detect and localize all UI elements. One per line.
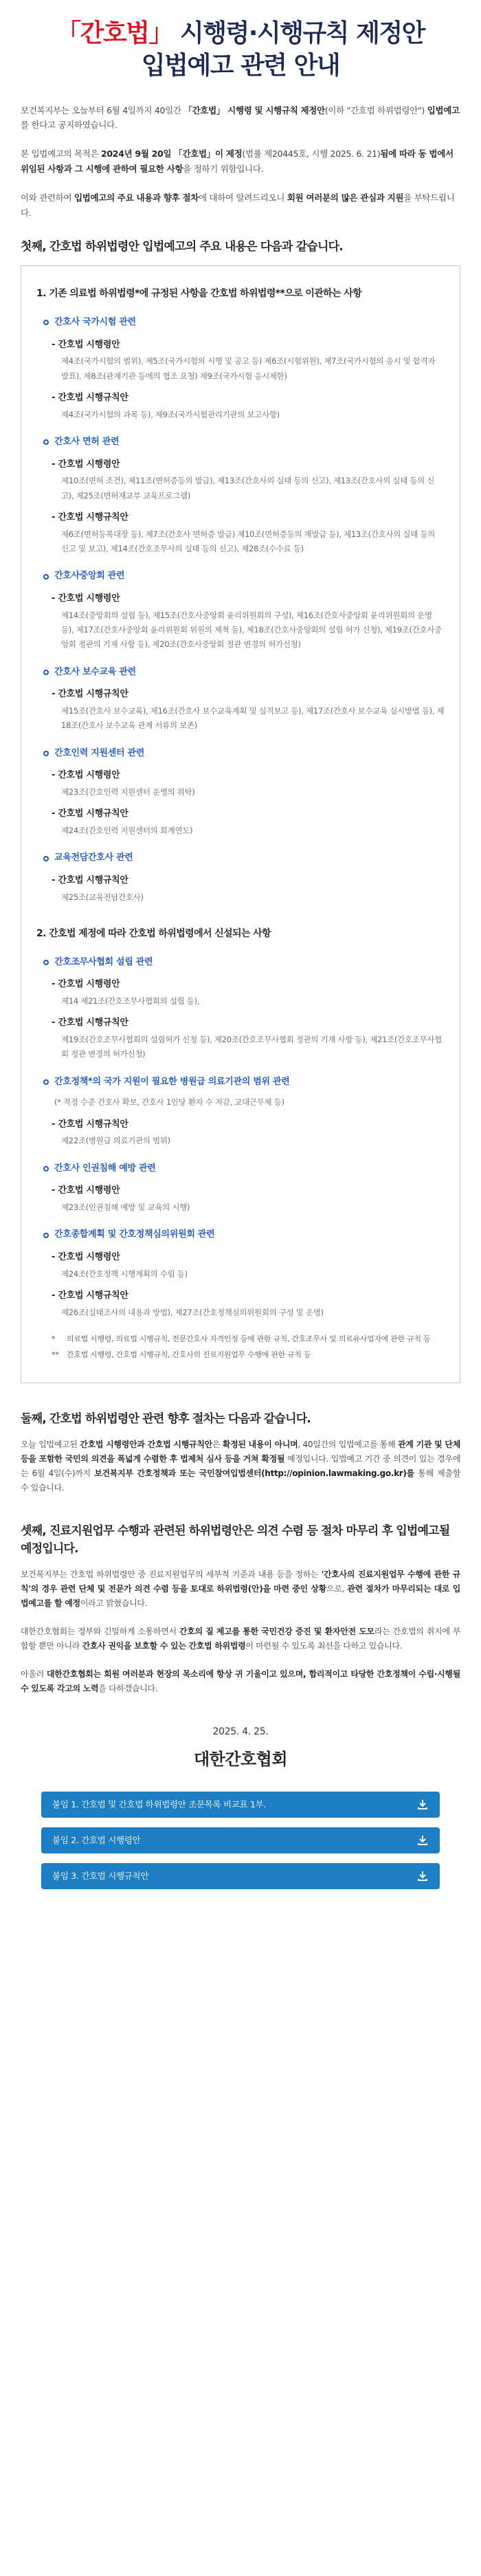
category-label: 간호종합계획 및 간호정책심의위원회 관련 xyxy=(54,1229,215,1240)
main-content-box xyxy=(21,265,460,1383)
regulation-articles: 제24조(간호인력 지원센터의 회계연도) xyxy=(61,826,193,836)
regulation-name: - 간호법 시행령안 xyxy=(52,977,445,993)
category-heading xyxy=(43,569,445,584)
section3-paragraph: 보건복지부는 간호법 하위법령안 중 진료지원업무의 세부적 기준과 내용 등을 정하는 '간호사의 진료지원업무 수행에 관한 규칙'의 경우 관련 단체 및 전문가 의견 수렴 등을 토대로 하위법령(안)을 마련 중인 상황으로, 관련 절차가 마무리되는 대로 입법예고를 할 예정이라고 밝혔습니다. xyxy=(21,1570,460,1609)
part2-title: 2. 간호법 제정에 따라 간호법 하위법령에서 신설되는 사항 xyxy=(36,928,271,940)
issue-date: 2025. 4. 25. xyxy=(212,1726,269,1738)
category-label: 간호사중앙회 관련 xyxy=(54,571,125,582)
title-line2: 입법예고 관련 안내 xyxy=(141,51,340,80)
category-heading xyxy=(43,850,445,866)
regulation-name: - 간호법 시행령안 xyxy=(52,1183,445,1199)
regulation-articles: 제19조(간호조무사협회의 설립허가 신청 등), 제20조(간호조무사협회 정관의 기재 사항 등), 제21조(간호조무사협회 정관 변경의 허가신청) xyxy=(61,1035,442,1059)
category-heading xyxy=(43,434,445,450)
regulation-articles: 제6조(면허등록대장 등), 제7조(간호사 면허증 발급) 제10조(면허증등의 재발급 등), 제13조(간호사의 실태 등의 신고 및 보고), 제14조(간호조무사의 실태 등의 신고), 제28조(수수료 등) xyxy=(61,529,436,553)
category-heading xyxy=(43,746,445,762)
intro-paragraph: 이와 관련하여 입법예고의 주요 내용과 향후 절차에 대하여 알려드리오니 회원 여러분의 많은 관심과 지원을 부탁드립니다. xyxy=(21,192,455,218)
attachment-label: 붙임 1. 간호법 및 간호법 하위법령안 조문목록 비교표 1부. xyxy=(52,1798,267,1809)
category-heading xyxy=(43,665,445,681)
regulation-articles: 제26조(실태조사의 내용과 방법), 제27조(간호정책심의위원회의 구성 및 운영) xyxy=(61,1307,324,1317)
ring-bullet-icon xyxy=(43,960,49,965)
category-heading xyxy=(43,1161,445,1177)
ring-bullet-icon xyxy=(43,856,49,861)
regulation-name: - 간호법 시행규칙안 xyxy=(52,510,445,526)
regulation-articles: 제4조(국가시험의 범위), 제5조(국가시험의 시행 및 공고 등) 제6조(시험위원), 제7조(국가시험의 응시 및 합격자 발표), 제8조(관계기관 등에의 협조 요청) 제9조(국가시험 응시제한) xyxy=(61,356,436,381)
category-label: 교육전담간호사 관련 xyxy=(54,852,133,863)
download-icon[interactable] xyxy=(415,1797,430,1812)
regulation-name: - 간호법 시행규칙안 xyxy=(52,687,445,703)
ring-bullet-icon xyxy=(43,439,49,445)
intro-section xyxy=(21,103,460,221)
intro-paragraph: 보건복지부는 오늘부터 6월 4일까지 40일간 「간호법」 시행령 및 시행규칙 제정안(이하 "간호법 하위법령안") 입법예고를 한다고 공지하였습니다. xyxy=(21,104,460,131)
regulation-name: - 간호법 시행규칙안 xyxy=(52,1015,445,1031)
organization-name: 대한간호협회 xyxy=(193,1749,288,1769)
section3-heading: 셋째, 진료지원업무 수행과 관련된 하위법령안은 의견 수렴 등 절차 마무리 후 입법예고될 예정입니다. xyxy=(21,1524,450,1556)
title-line1: 시행령·시행규칙 제정안 xyxy=(172,19,425,47)
ring-bullet-icon xyxy=(43,1079,49,1085)
attachment-link[interactable] xyxy=(41,1863,440,1889)
ring-bullet-icon xyxy=(43,670,49,675)
regulation-articles: 제25조(교육전담간호사) xyxy=(61,892,144,902)
category-label: 간호정책*의 국가 지원이 필요한 병원급 의료기관의 범위 관련 xyxy=(54,1076,290,1087)
category-label: 간호사 면허 관련 xyxy=(54,436,120,447)
regulation-name: - 간호법 시행령안 xyxy=(52,457,445,473)
regulation-articles: 제14조(중앙회의 설립 등), 제15조(간호사중앙회 윤리위원회의 구성), 제16조(간호사중앙회 윤리위원회의 운영 등), 제17조(간호사중앙회 윤리위원회 위원의 제척 등), 제18조(간호사중앙회의 설립 허가 신청), 제19조(간호사중앙회 정관의 기재 사항 등), 제20조(간호사중앙회 정관 변경의 허가신청) xyxy=(61,610,443,650)
regulation-articles: 제10조(면허 조건), 제11조(면허증등의 발급), 제13조(간호사의 실태 등의 신고), 제13조(간호사의 실태 등의 신고), 제25조(면허재교부 교육프로그램) xyxy=(61,476,435,500)
attachment-link[interactable] xyxy=(41,1792,440,1818)
part1-title: 1. 기존 의료법 하위법령*에 규정된 사항을 간호법 하위법령**으로 이관하는 사항 xyxy=(36,288,362,300)
section2-paragraph: 오늘 입법예고된 간호법 시행령안과 간호법 시행규칙안은 확정된 내용이 아니며, 40일간의 입법예고를 통해 관계 기관 및 단체 등을 포함한 국민의 의견을 폭넓게 수렴한 후 법제처 심사 등을 거쳐 확정될 예정입니다. 입법예고 기간 중 의견이 있는 경우에는 6월 4일(수)까지 보건복지부 간호정책과 또는 국민참여입법센터(http://opinion.lawmaking.go.kr)를 통해 제출할 수 있습니다. xyxy=(21,1440,461,1493)
regulation-articles: 제23조(인권침해 예방 및 교육의 시행) xyxy=(61,1202,190,1213)
regulation-articles: 제23조(간호인력 지원센터 운영의 위탁) xyxy=(61,787,195,797)
regulation-name: - 간호법 시행규칙안 xyxy=(52,390,445,406)
regulation-articles: 제24조(간호정책 시행계획의 수립 등) xyxy=(61,1268,188,1279)
section1-heading: 첫째, 간호법 하위법령안 입법예고의 주요 내용은 다음과 같습니다. xyxy=(21,239,343,254)
regulation-name: - 간호법 시행령안 xyxy=(52,338,445,353)
regulation-articles: 제14 제21조(간호조무사협회의 설립 등), xyxy=(61,996,200,1006)
regulation-articles: 제15조(간호사 보수교육), 제16조(간호사 보수교육계획 및 실적보고 등), 제17조(간호사 보수교육 실시방법 등), 제18조(간호사 보수교육 관계 서류의 보존) xyxy=(61,706,445,731)
ring-bullet-icon xyxy=(43,320,49,325)
regulation-name: - 간호법 시행규칙안 xyxy=(52,1288,445,1304)
regulation-name: - 간호법 시행령안 xyxy=(52,768,445,784)
attachment-link[interactable] xyxy=(41,1827,440,1853)
category-heading xyxy=(43,1227,445,1243)
title-highlight: 간호법 xyxy=(80,19,149,47)
ring-bullet-icon xyxy=(43,1166,49,1171)
ring-bullet-icon xyxy=(43,574,49,580)
regulation-name: - 간호법 시행규칙안 xyxy=(52,873,445,889)
part1-list xyxy=(36,315,445,905)
footnote: * 의료법 시행령, 의료법 시행규칙, 전문간호사 자격인정 등에 관한 규칙, 간호조무사 및 의료유사업자에 관한 규칙 등 xyxy=(52,1334,431,1344)
section3-paragraph: 아울러 대한간호협회는 회원 여러분과 현장의 목소리에 항상 귀 기울이고 있으며, 합리적이고 타당한 간호정책이 수립·시행될 수 있도록 각고의 노력을 다하겠습니다. xyxy=(21,1669,460,1694)
page-title xyxy=(21,18,460,82)
regulation-name: - 간호법 시행령안 xyxy=(52,1250,445,1266)
regulation-name: - 간호법 시행규칙안 xyxy=(52,1117,445,1133)
category-label: 간호사 국가시험 관련 xyxy=(54,316,136,327)
category-note: (* 적정 수준 간호사 확보, 간호사 1인당 환자 수 저감, 교대근무제 등) xyxy=(54,1097,284,1108)
footnote: ** 간호법 시행령, 간호법 시행규칙, 간호사의 진료지원업무 수행에 관한 규칙 등 xyxy=(52,1350,311,1360)
category-label: 간호인력 지원센터 관련 xyxy=(54,747,145,758)
regulation-name: - 간호법 시행규칙안 xyxy=(52,806,445,822)
category-heading xyxy=(43,955,445,971)
download-icon[interactable] xyxy=(415,1833,430,1848)
section2-heading: 둘째, 간호법 하위법령안 관련 향후 절차는 다음과 같습니다. xyxy=(21,1411,311,1426)
ring-bullet-icon xyxy=(43,751,49,756)
title-bracket-close: 」 xyxy=(148,19,172,47)
ring-bullet-icon xyxy=(43,1233,49,1238)
attachment-label: 붙임 3. 간호법 시행규칙안 xyxy=(52,1870,149,1881)
footnotes xyxy=(52,1332,445,1362)
category-label: 간호조무사협회 설립 관련 xyxy=(54,956,153,967)
category-label: 간호사 인권침해 예방 관련 xyxy=(54,1163,156,1174)
category-label: 간호사 보수교육 관련 xyxy=(54,666,136,677)
title-bracket-open: 「 xyxy=(56,19,80,47)
regulation-articles: 제22조(병원급 의료기관의 범위) xyxy=(61,1136,170,1146)
regulation-name: - 간호법 시행령안 xyxy=(52,591,445,607)
category-heading xyxy=(43,1075,445,1090)
section3-paragraph: 대한간호협회는 정부와 긴밀하게 소통하면서 간호의 질 제고를 통한 국민건강 증진 및 환자안전 도모라는 간호법의 취지에 부합할 뿐만 아니라 간호사 권익을 보호할 수 있는 간호법 하위법령이 마련될 수 있도록 최선을 다하고 있습니다. xyxy=(21,1627,461,1651)
intro-paragraph: 본 입법예고의 목적은 2024년 9월 20일 「간호법」이 제정(법률 제20445호, 시행 2025. 6. 21)됨에 따라 동 법에서 위임된 사항과 그 시행에 관하여 필요한 사항을 정하기 위함입니다. xyxy=(21,148,454,175)
regulation-articles: 제4조(국가시험의 과목 등), 제9조(국가시험관리기관의 보고사항) xyxy=(61,409,280,419)
download-icon[interactable] xyxy=(415,1869,430,1884)
attachment-label: 붙임 2. 간호법 시행령안 xyxy=(52,1834,141,1845)
category-heading xyxy=(43,315,445,331)
part2-list xyxy=(36,955,445,1321)
